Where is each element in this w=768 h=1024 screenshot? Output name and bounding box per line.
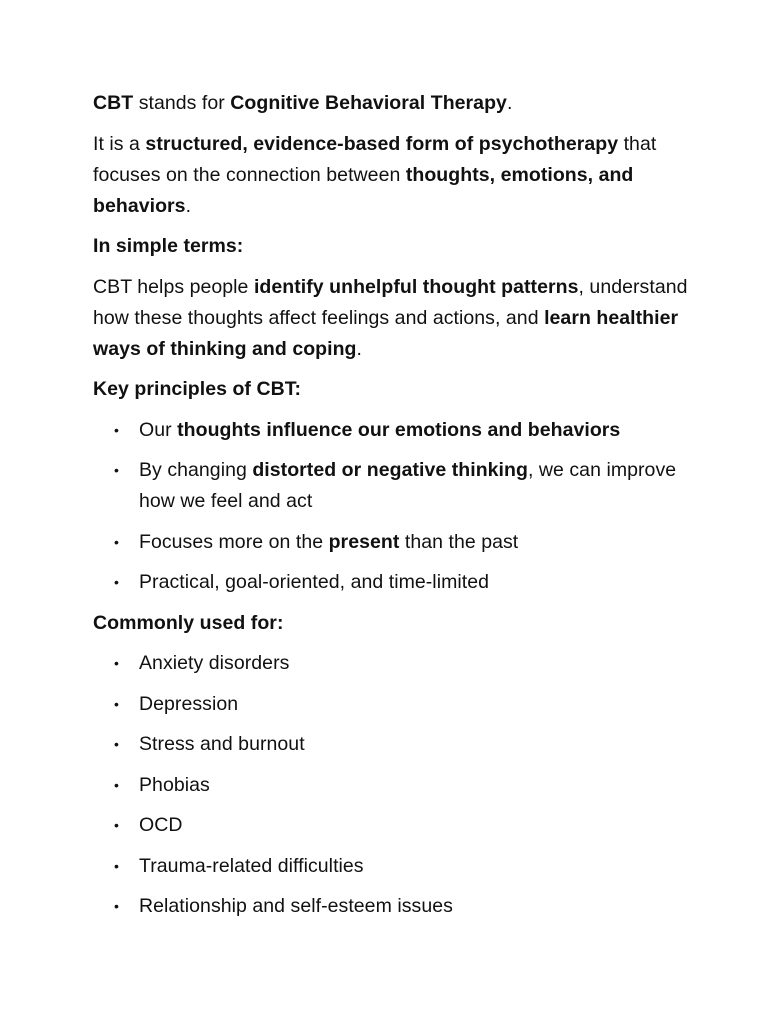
simple-bold: learn healthier ways of thinking and coping: [93, 306, 679, 360]
bullet-icon: •: [114, 736, 119, 752]
definition-paragraph: [93, 129, 693, 222]
definition-text: that focuses on the connection between: [93, 132, 657, 186]
bullet-icon: •: [114, 817, 119, 833]
bullet-icon: •: [114, 898, 119, 914]
intro-paragraph: [93, 88, 693, 119]
principles-heading: Key principles of CBT:: [93, 378, 302, 400]
simple-bold: identify unhelpful thought patterns: [253, 275, 579, 298]
intro-text: .: [506, 92, 513, 114]
definition-bold: structured, evidence-based form of psychotherapy: [145, 132, 619, 155]
intro-text: stands for: [133, 92, 231, 114]
use-item: • OCD: [93, 810, 693, 841]
bullet-icon: •: [114, 776, 119, 793]
definition-bold: thoughts, emotions, and behaviors: [93, 163, 634, 217]
document-page: [93, 88, 693, 932]
simple-terms-heading: In simple terms:: [93, 235, 244, 257]
use-item: • Relationship and self-esteem issues: [93, 891, 693, 922]
use-item: • Trauma-related difficulties: [93, 851, 693, 882]
principle-item: • Practical, goal-oriented, and time-limited: [93, 567, 693, 598]
bullet-icon: •: [114, 857, 119, 874]
simple-text: .: [356, 337, 362, 360]
simple-text: , understand how these thoughts affect feelings and actions, and: [93, 275, 688, 329]
principles-list: [93, 415, 693, 599]
principle-item: • Our thoughts influence our emotions and behaviors: [93, 415, 693, 446]
principle-item: • Focuses more on the present than the past: [93, 527, 693, 558]
uses-list: [93, 648, 693, 922]
intro-bold: CBT: [93, 92, 134, 114]
bullet-icon: •: [114, 462, 119, 478]
use-item: • Stress and burnout: [93, 729, 693, 760]
bullet-icon: •: [114, 655, 119, 671]
bullet-icon: •: [114, 695, 119, 712]
definition-text: .: [185, 194, 192, 217]
bullet-icon: •: [114, 421, 119, 438]
use-item: • Phobias: [93, 770, 693, 801]
use-item: • Depression: [93, 689, 693, 720]
uses-heading: Commonly used for:: [93, 611, 284, 634]
principle-item: • By changing distorted or negative thinking, we can improve how we feel and act: [93, 455, 693, 517]
bullet-icon: •: [114, 533, 119, 550]
bullet-icon: •: [114, 574, 119, 590]
definition-text: It is a: [93, 132, 146, 155]
use-item: • Anxiety disorders: [93, 648, 693, 679]
intro-bold: Cognitive Behavioral Therapy: [230, 92, 507, 114]
simple-terms-paragraph: [93, 272, 693, 365]
simple-text: CBT helps people: [93, 275, 254, 298]
